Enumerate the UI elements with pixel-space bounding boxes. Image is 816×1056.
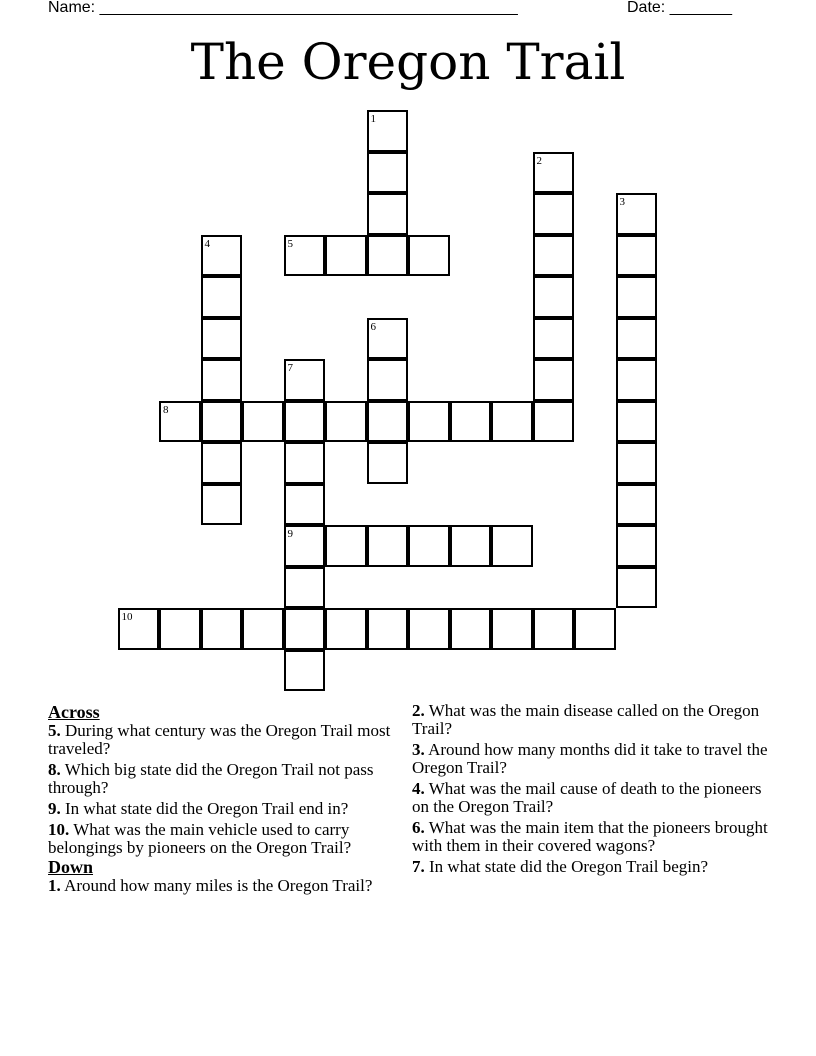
crossword-cell[interactable] <box>325 235 367 277</box>
crossword-cell[interactable] <box>201 318 243 360</box>
crossword-cell[interactable] <box>533 401 575 443</box>
crossword-cell[interactable] <box>242 608 284 650</box>
crossword-cell[interactable] <box>201 235 243 277</box>
clue-number-label: 10 <box>121 611 133 623</box>
crossword-cell[interactable] <box>201 442 243 484</box>
clue-down-2 <box>412 702 774 738</box>
crossword-cell[interactable] <box>616 235 658 277</box>
crossword-cell[interactable] <box>325 608 367 650</box>
clue-number-label: 9 <box>287 528 293 540</box>
clue-number: 5. <box>48 721 61 740</box>
crossword-cell[interactable] <box>367 110 409 152</box>
clues-left-column <box>48 702 400 898</box>
clue-number-label: 7 <box>287 362 293 374</box>
clue-number-label: 8 <box>163 403 169 416</box>
clue-number-label: 3 <box>619 196 625 208</box>
clue-down-7 <box>412 858 774 876</box>
crossword-cell[interactable] <box>284 401 326 443</box>
clue-down-1 <box>48 877 400 895</box>
clue-across-8 <box>48 761 400 797</box>
clue-text: What was the main vehicle used to carry belongings by pioneers on the Oregon Trail? <box>48 820 352 857</box>
crossword-cell[interactable] <box>201 608 243 650</box>
clue-down-6 <box>412 819 774 855</box>
crossword-cell[interactable] <box>367 401 409 443</box>
crossword-cell[interactable] <box>201 276 243 318</box>
clue-text: During what century was the Oregon Trail most traveled? <box>48 721 391 758</box>
crossword-cell[interactable] <box>367 193 409 235</box>
clue-number: 6. <box>412 818 425 837</box>
clue-number: 9. <box>48 799 61 818</box>
crossword-cell[interactable] <box>284 442 326 484</box>
crossword-cell[interactable] <box>450 608 492 650</box>
clue-text: What was the mail cause of death to the pioneers on the Oregon Trail? <box>412 779 762 816</box>
clue-number-label: 6 <box>370 320 376 333</box>
clue-number: 7. <box>412 857 425 876</box>
crossword-cell[interactable] <box>367 318 409 360</box>
clue-text: What was the main item that the pioneers brought with them in their covered wagons? <box>412 818 768 855</box>
crossword-cell[interactable] <box>616 318 658 360</box>
crossword-cell[interactable] <box>491 401 533 443</box>
crossword-cell[interactable] <box>284 484 326 526</box>
crossword-cell[interactable] <box>533 318 575 360</box>
crossword-cell[interactable] <box>408 608 450 650</box>
crossword-cell[interactable] <box>491 608 533 650</box>
crossword-cell[interactable] <box>284 650 326 692</box>
down-heading: Down <box>48 857 94 877</box>
crossword-cell[interactable] <box>284 525 326 567</box>
crossword-cell[interactable] <box>325 401 367 443</box>
clue-number-label: 2 <box>536 154 542 167</box>
crossword-cell[interactable] <box>367 608 409 650</box>
crossword-cell[interactable] <box>201 484 243 526</box>
crossword-cell[interactable] <box>533 359 575 401</box>
crossword-cell[interactable] <box>201 359 243 401</box>
crossword-cell[interactable] <box>242 401 284 443</box>
crossword-cell[interactable] <box>408 235 450 277</box>
crossword-cell[interactable] <box>574 608 616 650</box>
crossword-cell[interactable] <box>616 193 658 235</box>
crossword-cell[interactable] <box>284 567 326 609</box>
crossword-cell[interactable] <box>533 276 575 318</box>
crossword-cell[interactable] <box>533 608 575 650</box>
crossword-cell[interactable] <box>408 525 450 567</box>
crossword-cell[interactable] <box>450 401 492 443</box>
crossword-cell[interactable] <box>284 235 326 277</box>
crossword-cell[interactable] <box>367 235 409 277</box>
crossword-cell[interactable] <box>284 608 326 650</box>
crossword-cell[interactable] <box>367 152 409 194</box>
crossword-cell[interactable] <box>159 401 201 443</box>
clue-across-9 <box>48 800 400 818</box>
crossword-cell[interactable] <box>616 442 658 484</box>
crossword-cell[interactable] <box>159 608 201 650</box>
clue-number: 8. <box>48 760 61 779</box>
page-title: The Oregon Trail <box>190 33 626 91</box>
across-heading: Across <box>48 702 100 722</box>
clue-text: In what state did the Oregon Trail end in? <box>65 799 349 818</box>
crossword-cell[interactable] <box>616 276 658 318</box>
clue-number: 10. <box>48 820 70 839</box>
clue-text: Around how many miles is the Oregon Trail? <box>64 876 373 895</box>
clues-right-column <box>412 702 774 879</box>
crossword-cell[interactable] <box>533 193 575 235</box>
crossword-cell[interactable] <box>367 442 409 484</box>
crossword-cell[interactable] <box>616 567 658 609</box>
clue-text: In what state did the Oregon Trail begin? <box>429 857 709 876</box>
crossword-cell[interactable] <box>367 525 409 567</box>
clue-text: What was the main disease called on the Oregon Trail? <box>412 701 760 738</box>
crossword-cell[interactable] <box>284 359 326 401</box>
crossword-cell[interactable] <box>118 608 160 650</box>
crossword-cell[interactable] <box>491 525 533 567</box>
crossword-cell[interactable] <box>533 235 575 277</box>
clue-number-label: 4 <box>204 237 210 250</box>
crossword-cell[interactable] <box>201 401 243 443</box>
clue-number: 3. <box>412 740 425 759</box>
crossword-cell[interactable] <box>616 484 658 526</box>
crossword-cell[interactable] <box>616 525 658 567</box>
date-field: Date: _______ <box>627 0 732 16</box>
crossword-cell[interactable] <box>533 152 575 194</box>
clue-across-10 <box>48 821 400 857</box>
clue-number: 2. <box>412 701 425 720</box>
clue-number-label: 1 <box>370 113 376 125</box>
clue-number: 1. <box>48 876 61 895</box>
name-field: Name: _______________________________________________ <box>48 0 518 16</box>
clue-number-label: 5 <box>287 237 293 250</box>
clue-text: Around how many months did it take to travel the Oregon Trail? <box>412 740 768 777</box>
clue-number: 4. <box>412 779 425 798</box>
crossword-cell[interactable] <box>450 525 492 567</box>
clue-down-3 <box>412 741 774 777</box>
clue-across-5 <box>48 722 400 758</box>
crossword-cell[interactable] <box>616 401 658 443</box>
crossword-cell[interactable] <box>325 525 367 567</box>
clue-down-4 <box>412 780 774 816</box>
crossword-cell[interactable] <box>616 359 658 401</box>
clue-text: Which big state did the Oregon Trail not pass through? <box>48 760 374 797</box>
crossword-cell[interactable] <box>367 359 409 401</box>
crossword-cell[interactable] <box>408 401 450 443</box>
